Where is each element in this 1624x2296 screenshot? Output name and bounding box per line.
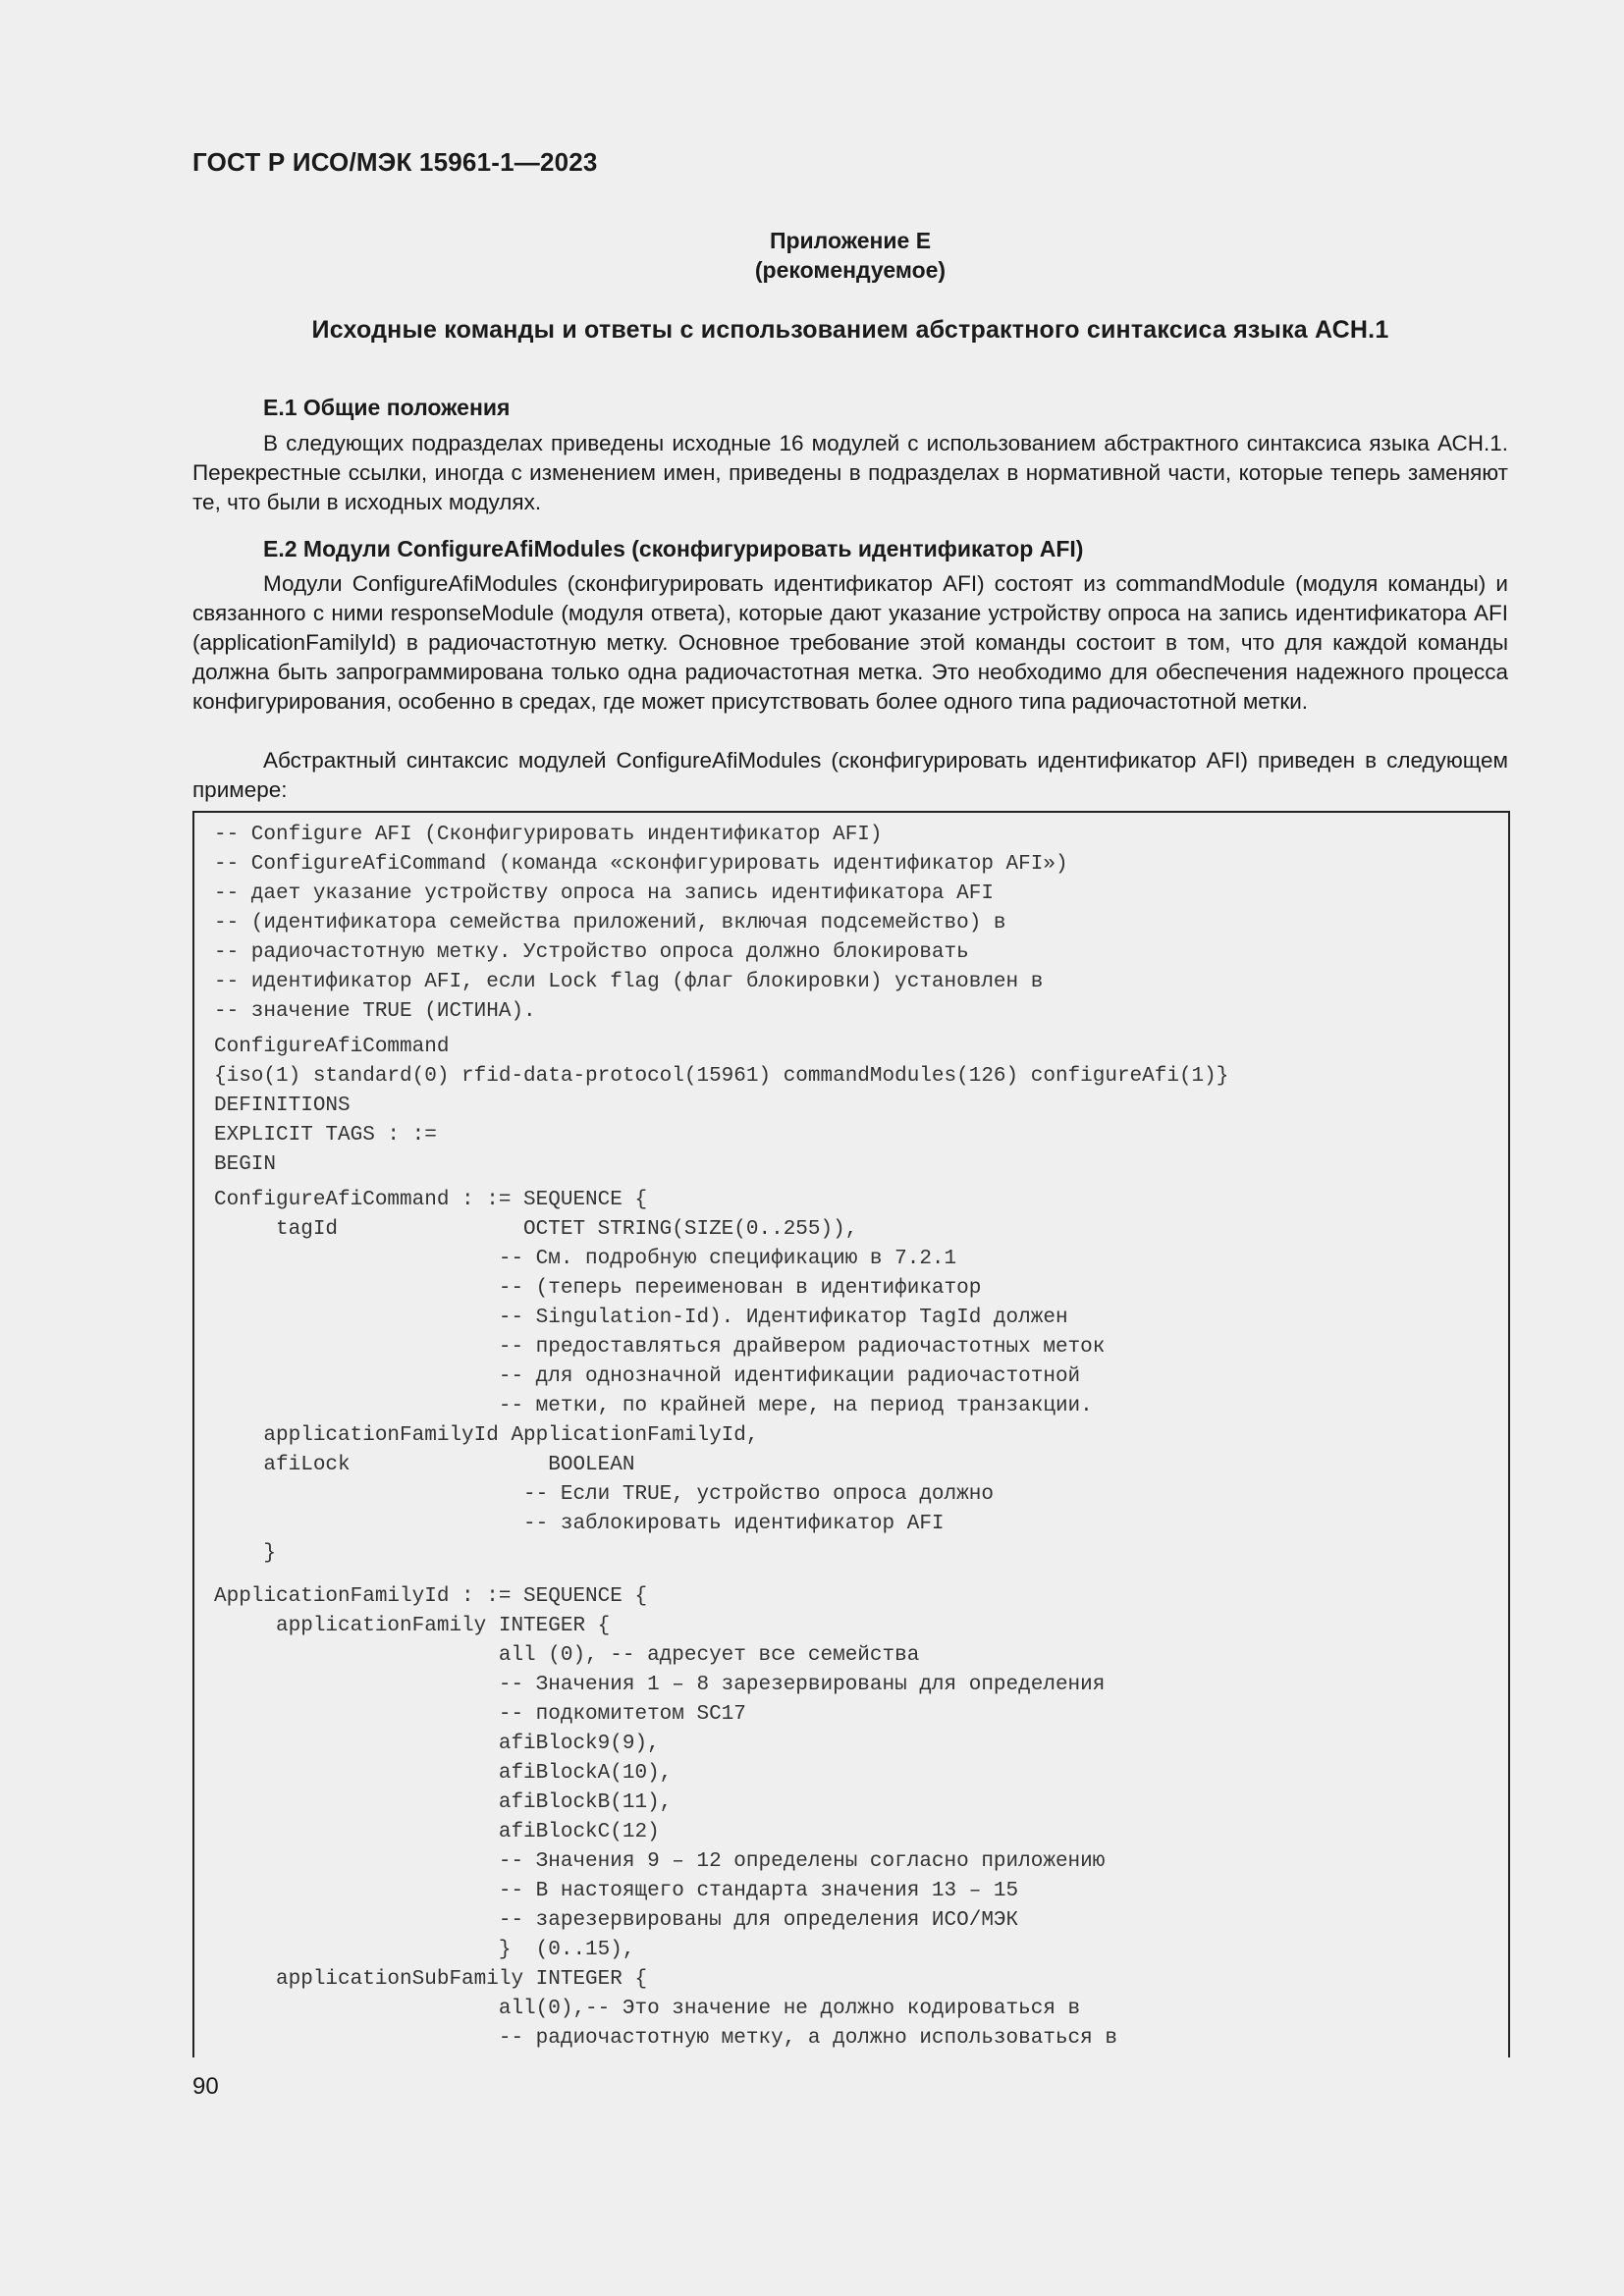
asn1-code-listing xyxy=(192,811,1510,2057)
section-e1-heading: Е.1 Общие положения xyxy=(263,395,511,420)
appendix-status: (рекомендуемое) xyxy=(754,257,947,283)
code-comment-block: -- Configure AFI (Сконфигурировать индентификатор AFI) -- ConfigureAfiCommand (команда «сконфигурировать идентификатор AFI») -- дает указание устройству опроса на запись идентификатора AFI -- (идентификатора семейства приложений, включая подсемейство) в -- радиочастотную метку. Устройство опроса должно блокировать -- идентификатор AFI, если Lock flag (флаг блокировки) установлен в -- значение TRUE (ИСТИНА). xyxy=(214,824,1068,1023)
code-application-family-id: ApplicationFamilyId : := SEQUENCE { applicationFamily INTEGER { all (0), -- адресует все семейства -- Значения 1 – 8 зарезервированы для определения -- подкомитетом SC17 afiBlock9(9), afiBlockA(10), afiBlockB(11), afiBlockC(12) -- Значения 9 – 12 определены согласно приложению -- В настоящего стандарта значения 13 – 15 -- зарезервированы для определения ИСО/МЭК } (0..15), applicationSubFamily INTEGER { all(0),-- Это значение не должно кодироваться в -- радиочастотную метку, а должно использоваться в xyxy=(214,1585,1117,2050)
section-e1-paragraph: В следующих подразделах приведены исходные 16 модулей с использованием абстрактного синтаксиса языка АСН.1. Перекрестные ссылки, иногда с изменением имен, приведены в подразделах в нормативной части, которые теперь заменяют те, что были в исходных модулях. xyxy=(192,431,1508,514)
document-standard-header: ГОСТ Р ИСО/МЭК 15961-1—2023 xyxy=(192,147,598,177)
code-module-header: ConfigureAfiCommand {iso(1) standard(0) rfid-data-protocol(15961) commandModules(126) configureAfi(1)} DEFINITIONS EXPLICIT TAGS : := BEGIN xyxy=(214,1036,1229,1176)
section-e2-heading: Е.2 Модули ConfigureAfiModules (сконфигурировать идентификатор AFI) xyxy=(263,536,1084,561)
appendix-title: Приложение Е xyxy=(769,228,932,253)
code-configure-afi-command: ConfigureAfiCommand : := SEQUENCE { tagId OCTET STRING(SIZE(0..255)), -- См. подробную спецификацию в 7.2.1 -- (теперь переименован в идентификатор -- Singulation-Id). Идентификатор TagId должен -- предоставляться драйвером радиочастотных меток -- для однозначной идентификации радиочастотной -- метки, по крайней мере, на период транзакции. applicationFamilyId ApplicationFamilyId, afiLock BOOLEAN -- Если TRUE, устройство опроса должно -- заблокировать идентификатор AFI } xyxy=(214,1189,1106,1565)
appendix-heading: Исходные команды и ответы с использованием абстрактного синтаксиса языка АСН.1 xyxy=(311,316,1389,344)
page-number: 90 xyxy=(192,2073,219,2100)
section-e2-paragraph-2: Абстрактный синтаксис модулей ConfigureAfiModules (сконфигурировать идентификатор AFI) приведен в следующем примере: xyxy=(192,748,1508,802)
appendix-title-block xyxy=(192,226,1508,285)
section-e2-paragraph-1: Модули ConfigureAfiModules (сконфигурировать идентификатор AFI) состоят из commandModule (модуля команды) и связанного с ними responseModule (модуля ответа), которые дают указание устройству опроса на запись идентификатора AFI (applicationFamilyId) в радиочастотную метку. Основное требование этой команды состоит в том, что для каждой команды должна быть запрограммирована только одна радиочастотная метка. Это необходимо для обеспечения надежного процесса конфигурирования, особенно в средах, где может присутствовать более одного типа радиочастотной метки. xyxy=(192,571,1508,714)
